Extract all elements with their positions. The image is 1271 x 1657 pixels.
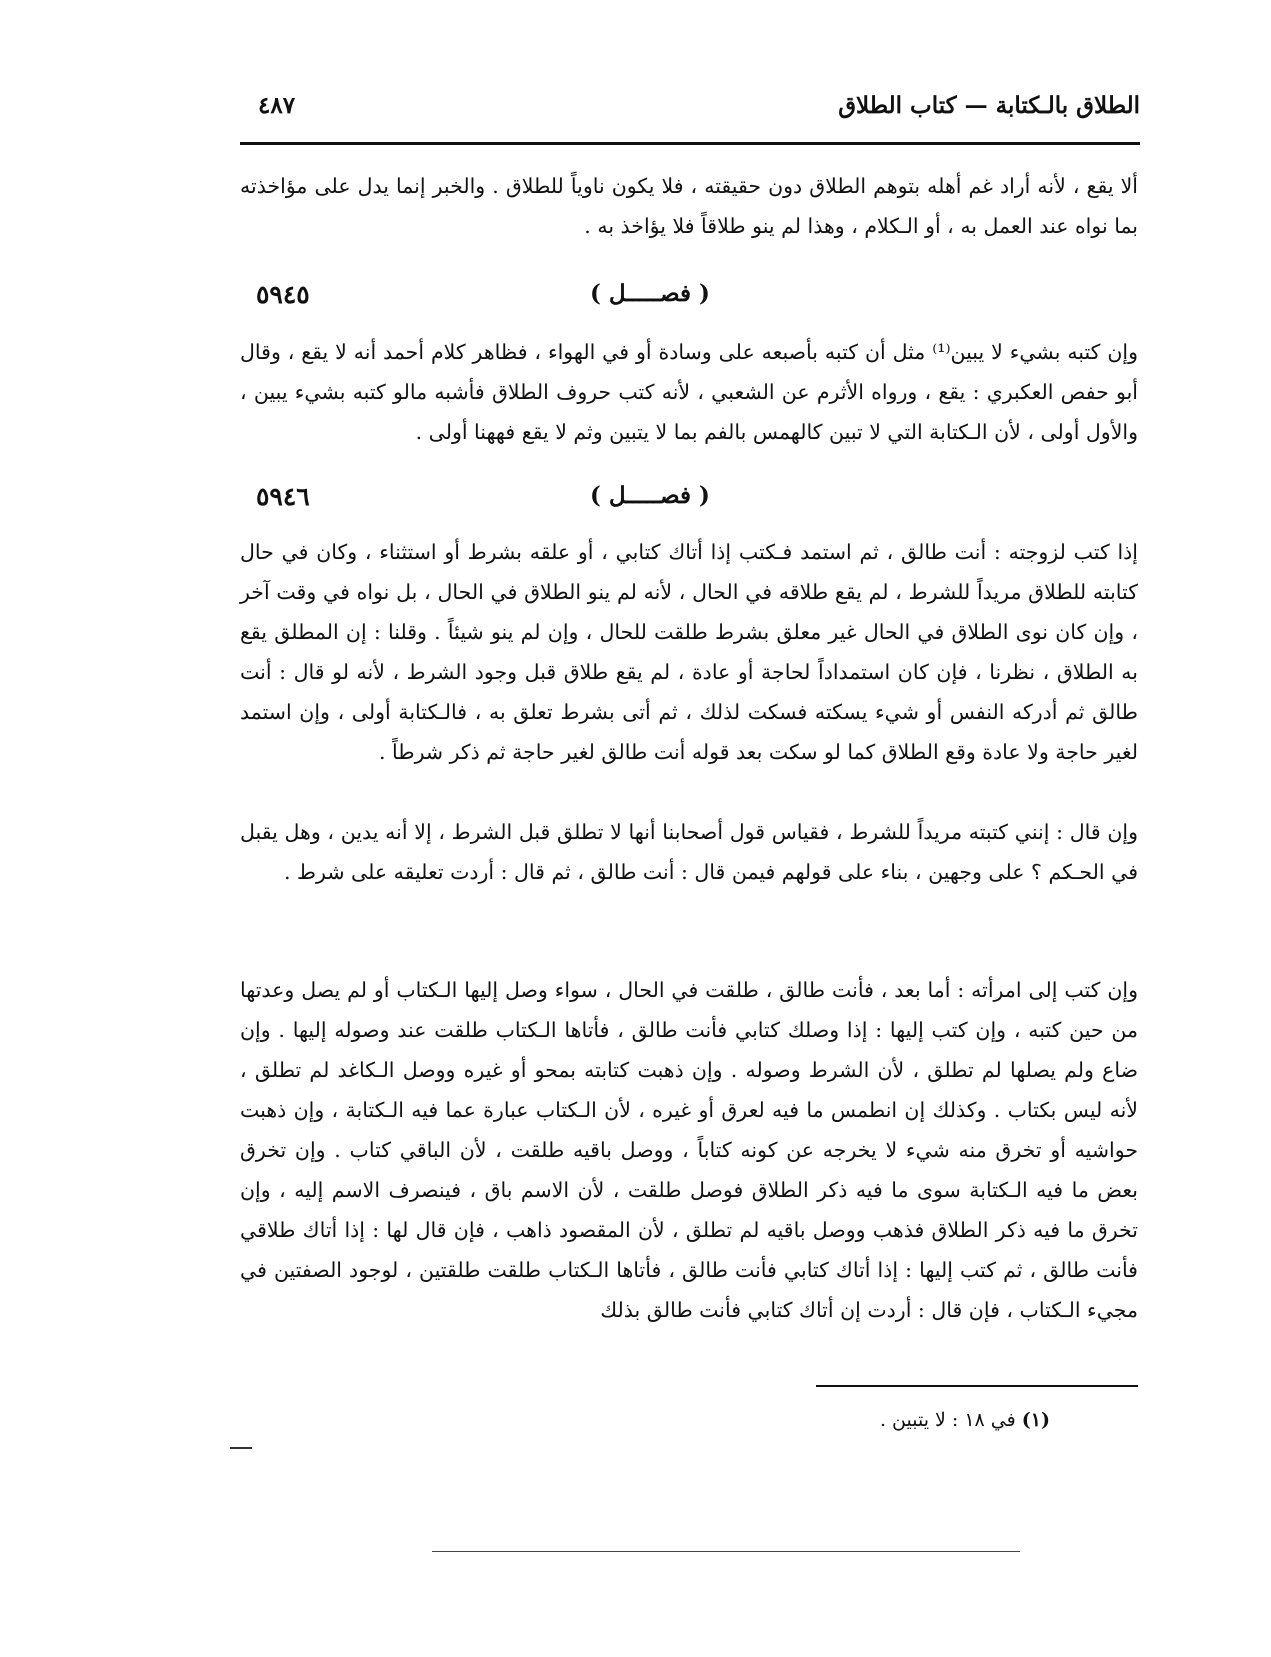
bottom-rule bbox=[432, 1551, 1020, 1552]
section-number: ٥٩٤٥ bbox=[256, 280, 310, 309]
running-title: الطلاق بالـكتابة — كتاب الطلاق bbox=[838, 92, 1140, 119]
section-5946-paragraph-2: وإن قال : إنني كتبته مريداً للشرط ، فقياس قول أصحابنا أنها لا تطلق قبل الشرط ، إلا أنه يدين ، وهل يقبل في الحـكم ؟ على وجهين ، بناء على قولهم فيمن قال : أنت طالق ، ثم قال : أردت تعليقه على شرط . bbox=[240, 820, 1138, 884]
section-5946-paragraph-3: وإن كتب إلى امرأته : أما بعد ، فأنت طالق ، طلقت في الحال ، سواء وصل إليها الـكتاب أو لم يصل وعدتها من حين كتبه ، وإن كتب إليها : إذا وصلك كتابي فأنت طالق ، فأتاها الـكتاب طلقت عند وصوله إليها . وإن ضاع ولم يصلها لم تطلق ، لأن الشرط وصوله . وإن ذهبت كتابته بمحو أو غيره ووصل الـكاغد لم تطلق ، لأنه ليس بكتاب . وكذلك إن انطمس ما فيه لعرق أو غيره ، لأن الـكتاب عبارة عما فيه الـكتابة ، وإن ذهبت حواشيه أو تخرق منه شيء لا يخرجه عن كونه كتاباً ، ووصل باقيه طلقت ، لأن الباقي كتاب . وإن تخرق بعض ما فيه الـكتابة سوى ما فيه ذكر الطلاق فوصل طلقت ، لأن الاسم باق ، فينصرف الاسم إليه ، وإن تخرق ما فيه ذكر الطلاق فذهب ووصل باقيه لم تطلق ، لأن المقصود ذاهب ، فإن قال لها : إذا أتاك طلاقي فأنت طالق ، ثم كتب إليها : إذا أتاك كتابي فأنت طالق ، فأتاها الـكتاب طلقت طلقتين ، لوجود الصفتين في مجيء الـكتاب ، فإن قال : أردت إن أتاك كتابي فأنت طالق بذلك bbox=[240, 978, 1138, 1322]
section-heading-5946 bbox=[240, 482, 1138, 522]
footnote bbox=[600, 1405, 1050, 1435]
section-label: ( فصـــــل ) bbox=[590, 482, 710, 509]
page-header bbox=[240, 92, 1140, 132]
header-divider bbox=[240, 142, 1140, 145]
page-number: ٤٨٧ bbox=[258, 92, 296, 119]
section-label: ( فصـــــل ) bbox=[590, 280, 710, 307]
footnote-divider bbox=[816, 1385, 1138, 1387]
footnote-text: في ١٨ : لا يتبين . bbox=[879, 1409, 1016, 1431]
footnote-marker: (١) bbox=[1021, 1409, 1050, 1431]
scan-mark bbox=[230, 1447, 252, 1449]
section-5946-paragraph-1: إذا كتب لزوجته : أنت طالق ، ثم استمد فـكتب إذا أتاك كتابي ، أو علقه بشرط أو استثناء ، وكان في حال كتابته للطلاق مريداً للشرط ، لم يقع طلاقه في الحال ، لأنه لم ينو الطلاق في الحال ، بل نواه في وقت آخر ، وإن كان نوى الطلاق في الحال غير معلق بشرط طلقت للحال ، وإن لم ينو شيئاً . وقلنا : إن المطلق يقع به الطلاق ، نظرنا ، فإن كان استمداداً لحاجة أو عادة ، لم يقع طلاق قبل وجود الشرط ، لأنه لو قال : أنت طالق ثم أدركه النفس أو شيء يسكته فسكت لذلك ، ثم أتى بشرط تعلق به ، فالـكتابة أولى ، وإن استمد لغير حاجة ولا عادة وقع الطلاق كما لو سكت بعد قوله أنت طالق لغير حاجة ثم ذكر شرطاً . bbox=[240, 540, 1138, 764]
section-5945-paragraph: وإن كتبه بشيء لا يبين⁽¹⁾ مثل أن كتبه بأصبعه على وسادة أو في الهواء ، فظاهر كلام أحمد أنه لا يقع ، وقال أبو حفص العكبري : يقع ، ورواه الأثرم عن الشعبي ، لأنه كتب حروف الطلاق فأشبه مالو كتبه بشيء يبين ، والأول أولى ، لأن الـكتابة التي لا تبين كالهمس بالفم بما لا يتبين وثم لا يقع فههنا أولى . bbox=[240, 340, 1138, 444]
section-heading-5945 bbox=[240, 280, 1138, 320]
section-number: ٥٩٤٦ bbox=[256, 482, 310, 511]
intro-paragraph: ألا يقع ، لأنه أراد غم أهله بتوهم الطلاق دون حقيقته ، فلا يكون ناوياً للطلاق . والخبر إنما يدل على مؤاخذته بما نواه عند العمل به ، أو الـكلام ، وهذا لم ينو طلاقاً فلا يؤاخذ به . bbox=[240, 174, 1138, 238]
